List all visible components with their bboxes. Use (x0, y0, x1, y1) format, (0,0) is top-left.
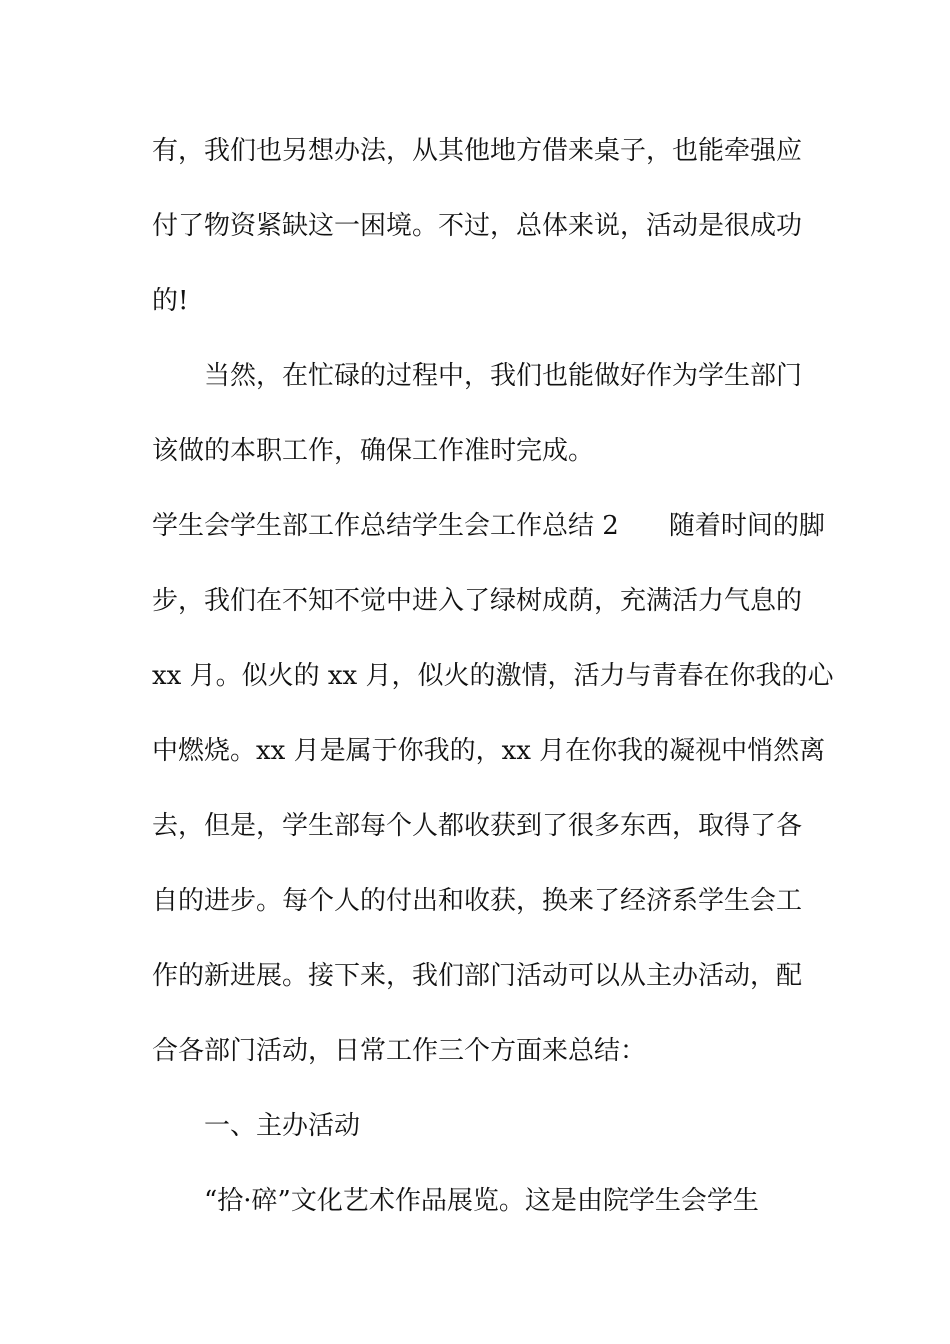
section-title: 学生会学生部工作总结学生会工作总结 2 (152, 511, 619, 541)
paragraph-line: 有，我们也另想办法，从其他地方借来桌子，也能牵强应 (152, 136, 803, 166)
section-heading: 一、主办活动 (204, 1111, 361, 1141)
paragraph-line: 自的进步。每个人的付出和收获，换来了经济系学生会工 (152, 886, 803, 916)
paragraph-line: 去，但是，学生部每个人都收获到了很多东西，取得了各 (152, 811, 803, 841)
paragraph-line: 中燃烧。xx 月是属于你我的，xx 月在你我的凝视中悄然离 (152, 736, 826, 766)
paragraph-line: 该做的本职工作，确保工作准时完成。 (152, 436, 595, 466)
section-title-line (152, 509, 825, 543)
paragraph-line: 当然，在忙碌的过程中，我们也能做好作为学生部门 (204, 361, 803, 391)
paragraph-line: 的! (152, 286, 189, 316)
paragraph-line: 合各部门活动，日常工作三个方面来总结： (152, 1036, 647, 1066)
paragraph-line: “拾·碎”文化艺术作品展览。这是由院学生会学生 (204, 1186, 759, 1216)
paragraph-line: xx 月。似火的 xx 月，似火的激情，活力与青春在你我的心 (152, 661, 834, 691)
paragraph-line: 作的新进展。接下来，我们部门活动可以从主办活动，配 (152, 961, 803, 991)
paragraph-line: 付了物资紧缺这一困境。不过，总体来说，活动是很成功 (152, 211, 803, 241)
paragraph-start: 随着时间的脚 (668, 511, 825, 541)
paragraph-line: 步，我们在不知不觉中进入了绿树成荫，充满活力气息的 (152, 586, 803, 616)
